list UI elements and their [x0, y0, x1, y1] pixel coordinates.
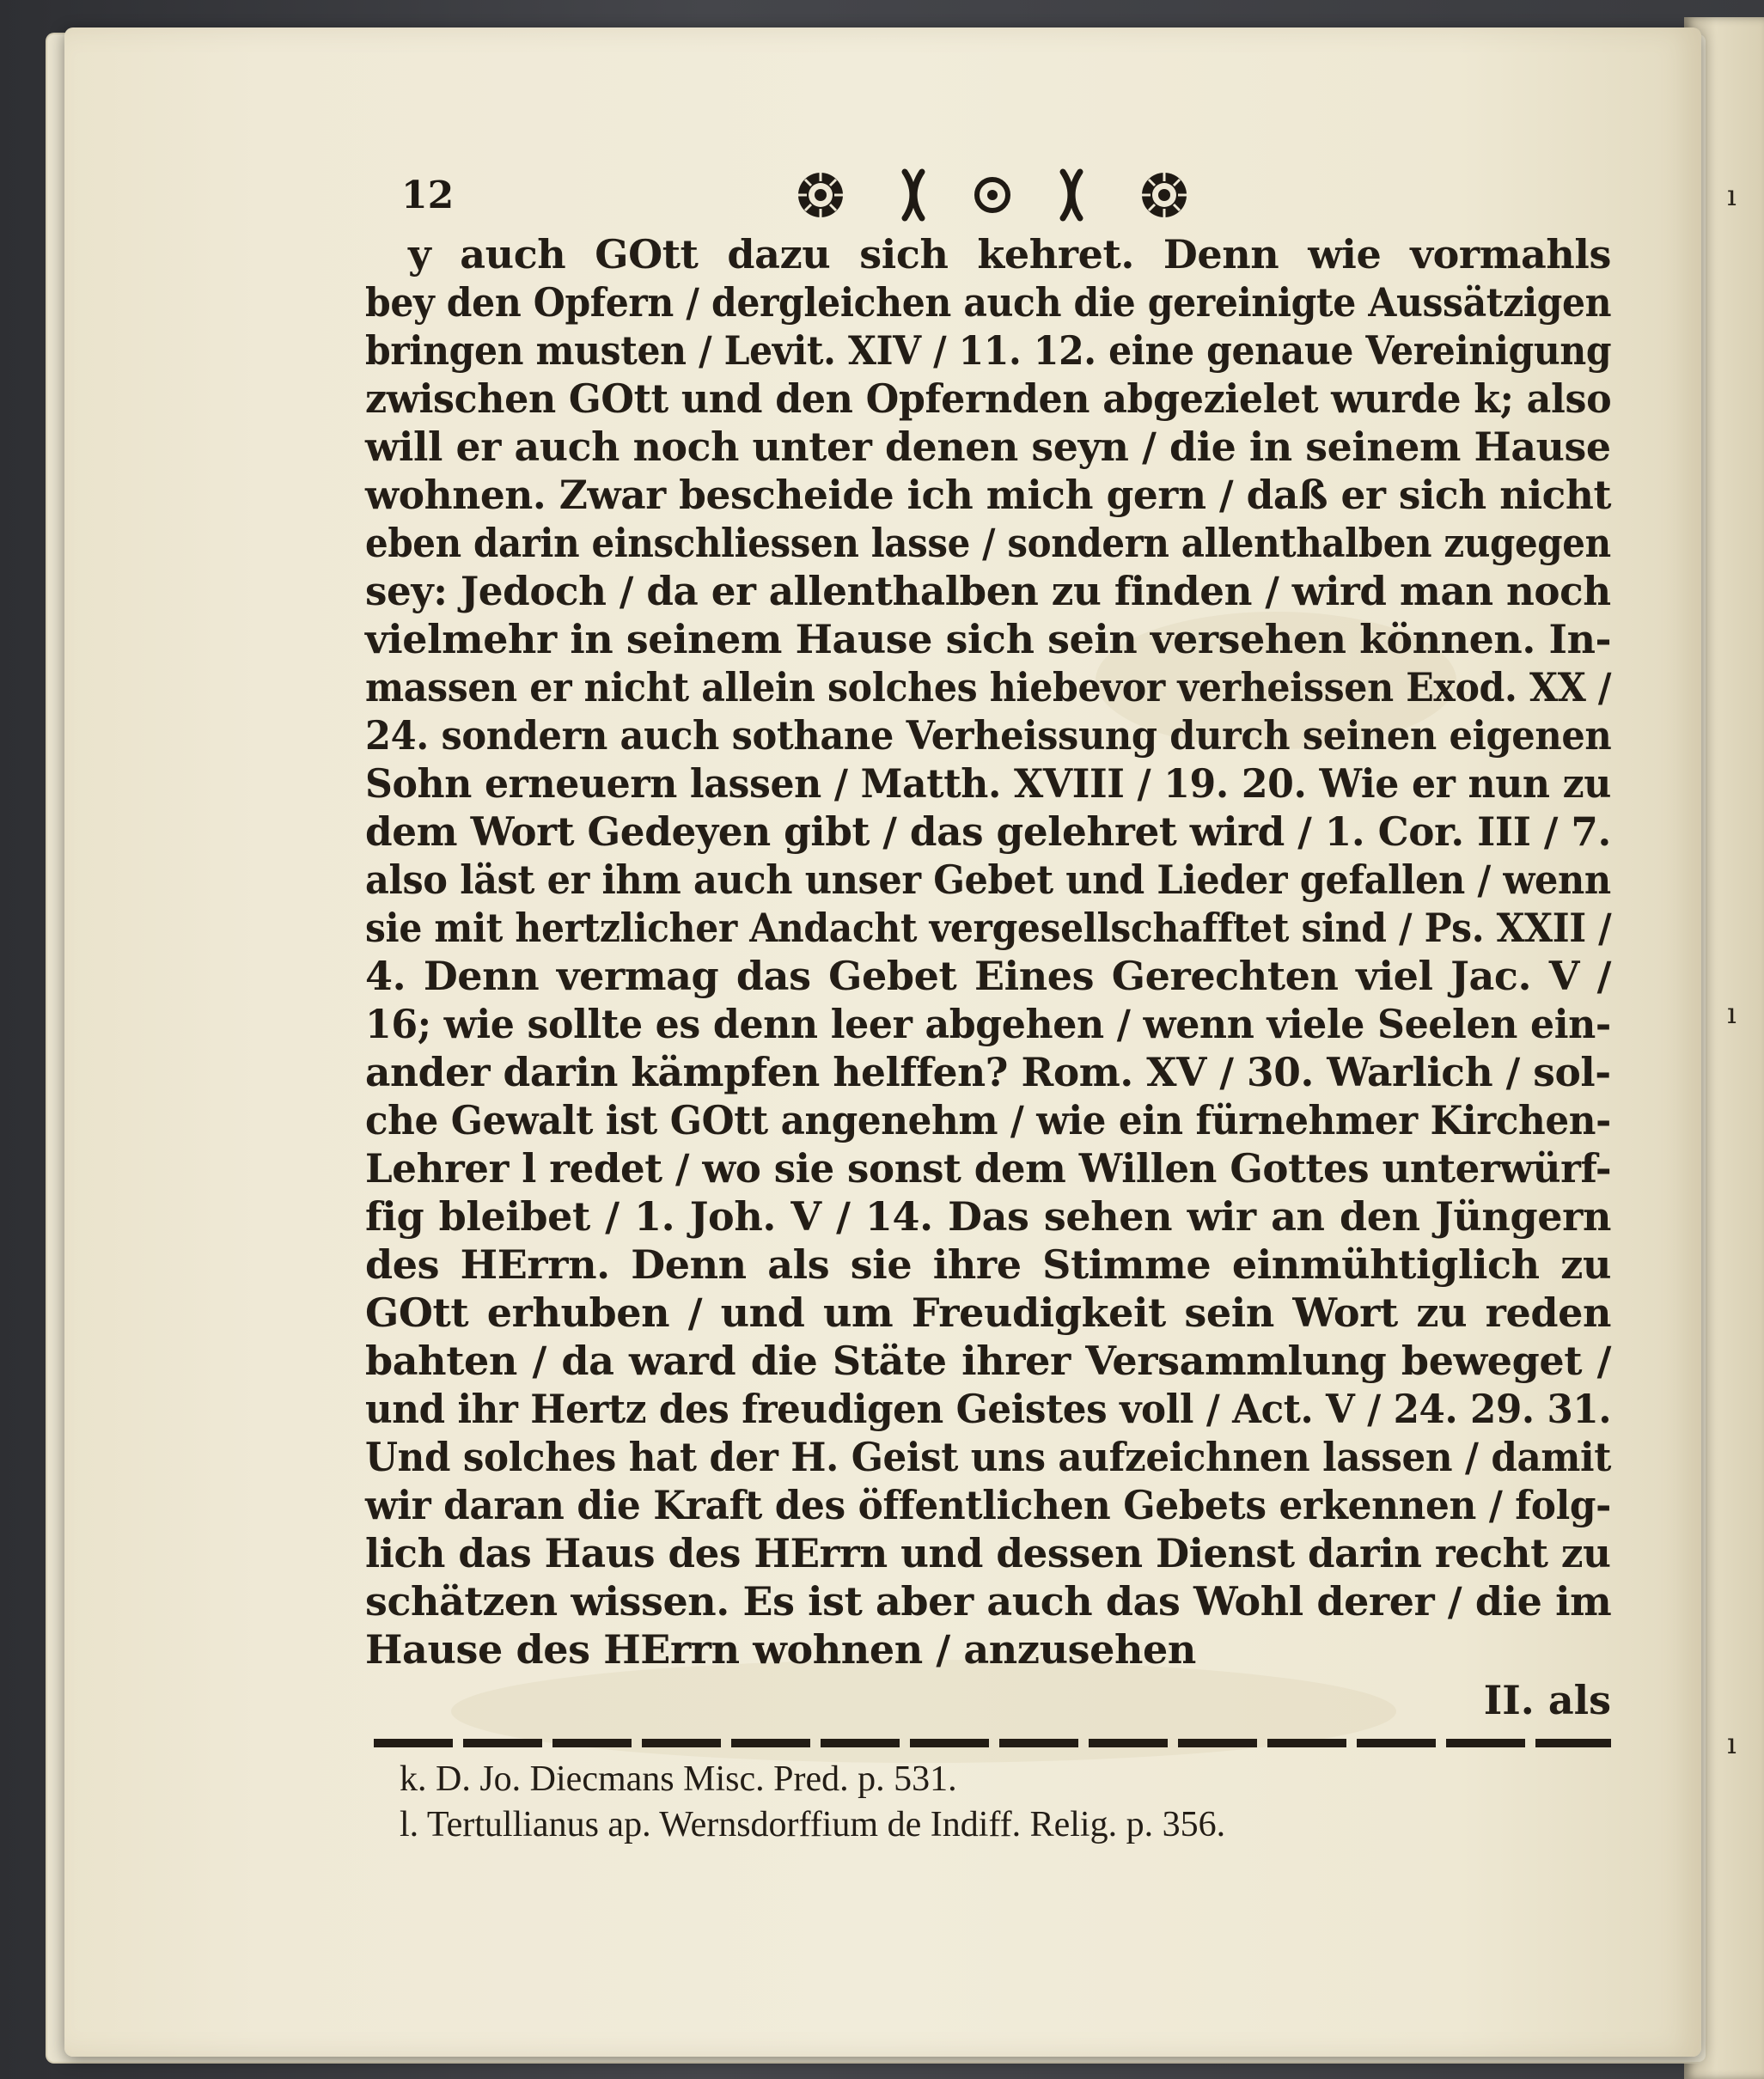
text-line: wohnen. Zwar bescheide ich mich gern / daß er sich nicht [365, 472, 1612, 518]
text-line: GOtt erhuben / und um Freudigkeit sein Wort zu reden [365, 1289, 1611, 1336]
text-line: und ihr Hertz des freudigen Geistes voll / Act. V / 24. 29. 31. [365, 1386, 1612, 1432]
text-line: Sohn erneuern lassen / Matth. XVIII / 19. 20. Wie er nun zu [365, 760, 1612, 807]
text-line: sey: Jedoch / da er allenthalben zu finden / wird man noch [365, 568, 1611, 614]
text-line: will er auch noch unter denen seyn / die in seinem Hause [365, 424, 1611, 470]
edge-mark: ı [1727, 1727, 1737, 1761]
text-line: 24. sondern auch sothane Verheissung durch seinen eigenen [365, 712, 1612, 759]
text-line: wir daran die Kraft des öffentlichen Gebets erkennen / folg- [365, 1482, 1611, 1528]
text-line: sie mit hertzlicher Andacht vergesellschafftet sind / Ps. XXII / [365, 905, 1612, 951]
paper-stain [451, 1660, 1396, 1763]
edge-mark: ı [1727, 997, 1737, 1031]
text-line: also läst er ihm auch unser Gebet und Lieder gefallen / wenn [365, 857, 1611, 903]
footnote: l. Tertullianus ap. Wernsdorffium de Indiff. Relig. p. 356. [400, 1805, 1226, 1844]
text-line: vielmehr in seinem Hause sich sein versehen können. In- [365, 616, 1612, 662]
text-line: dem Wort Gedeyen gibt / das gelehret wird / 1. Cor. III / 7. [365, 808, 1611, 855]
footnote-rule [374, 1739, 1611, 1747]
page-header [64, 156, 1701, 234]
footnote: k. D. Jo. Diecmans Misc. Pred. p. 531. [400, 1759, 957, 1799]
page-number: 12 [401, 174, 455, 217]
text-line: ander darin kämpfen helffen? Rom. XV / 30. Warlich / sol- [365, 1049, 1611, 1095]
text-line: 4. Denn vermag das Gebet Eines Gerechten viel Jac. V / [365, 953, 1611, 999]
ornament-header-icon [769, 156, 1216, 234]
text-line: bahten / da ward die Stäte ihrer Versammlung beweget / [365, 1338, 1611, 1384]
text-line: eben darin einschliessen lasse / sondern allenthalben zugegen [365, 520, 1611, 566]
text-line: bringen musten / Levit. XIV / 11. 12. eine genaue Vereinigung [365, 327, 1612, 374]
text-line: 16; wie sollte es denn leer abgehen / wenn viele Seelen ein- [365, 1001, 1611, 1047]
text-line: bey den Opfern / dergleichen auch die gereinigte Aussätzigen [365, 279, 1612, 326]
text-line: che Gewalt ist GOtt angenehm / wie ein fürnehmer Kirchen- [365, 1097, 1611, 1143]
text-line: Hause des HErrn wohnen / anzusehen [365, 1626, 1196, 1673]
text-line: des HErrn. Denn als sie ihre Stimme einmühtiglich zu [365, 1241, 1611, 1288]
text-line: Lehrer l redet / wo sie sonst dem Willen Gottes unterwürf- [365, 1145, 1612, 1192]
catchword: II. als [1483, 1677, 1611, 1723]
text-line: schätzen wissen. Es ist aber auch das Wohl derer / die im [365, 1578, 1612, 1625]
text-line: zwischen GOtt und den Opfernden abgezielet wurde k; also [365, 375, 1612, 422]
book-page [64, 27, 1701, 2057]
text-line: massen er nicht allein solches hiebevor verheissen Exod. XX / [365, 664, 1612, 710]
text-line: y auch GOtt dazu sich kehret. Denn wie vormahls [408, 231, 1611, 277]
text-line: Und solches hat der H. Geist uns aufzeichnen lassen / damit [365, 1434, 1612, 1480]
text-line: lich das Haus des HErrn und dessen Dienst darin recht zu [365, 1530, 1611, 1576]
edge-mark: ı [1727, 179, 1737, 213]
text-line: fig bleibet / 1. Joh. V / 14. Das sehen wir an den Jüngern [365, 1193, 1611, 1240]
